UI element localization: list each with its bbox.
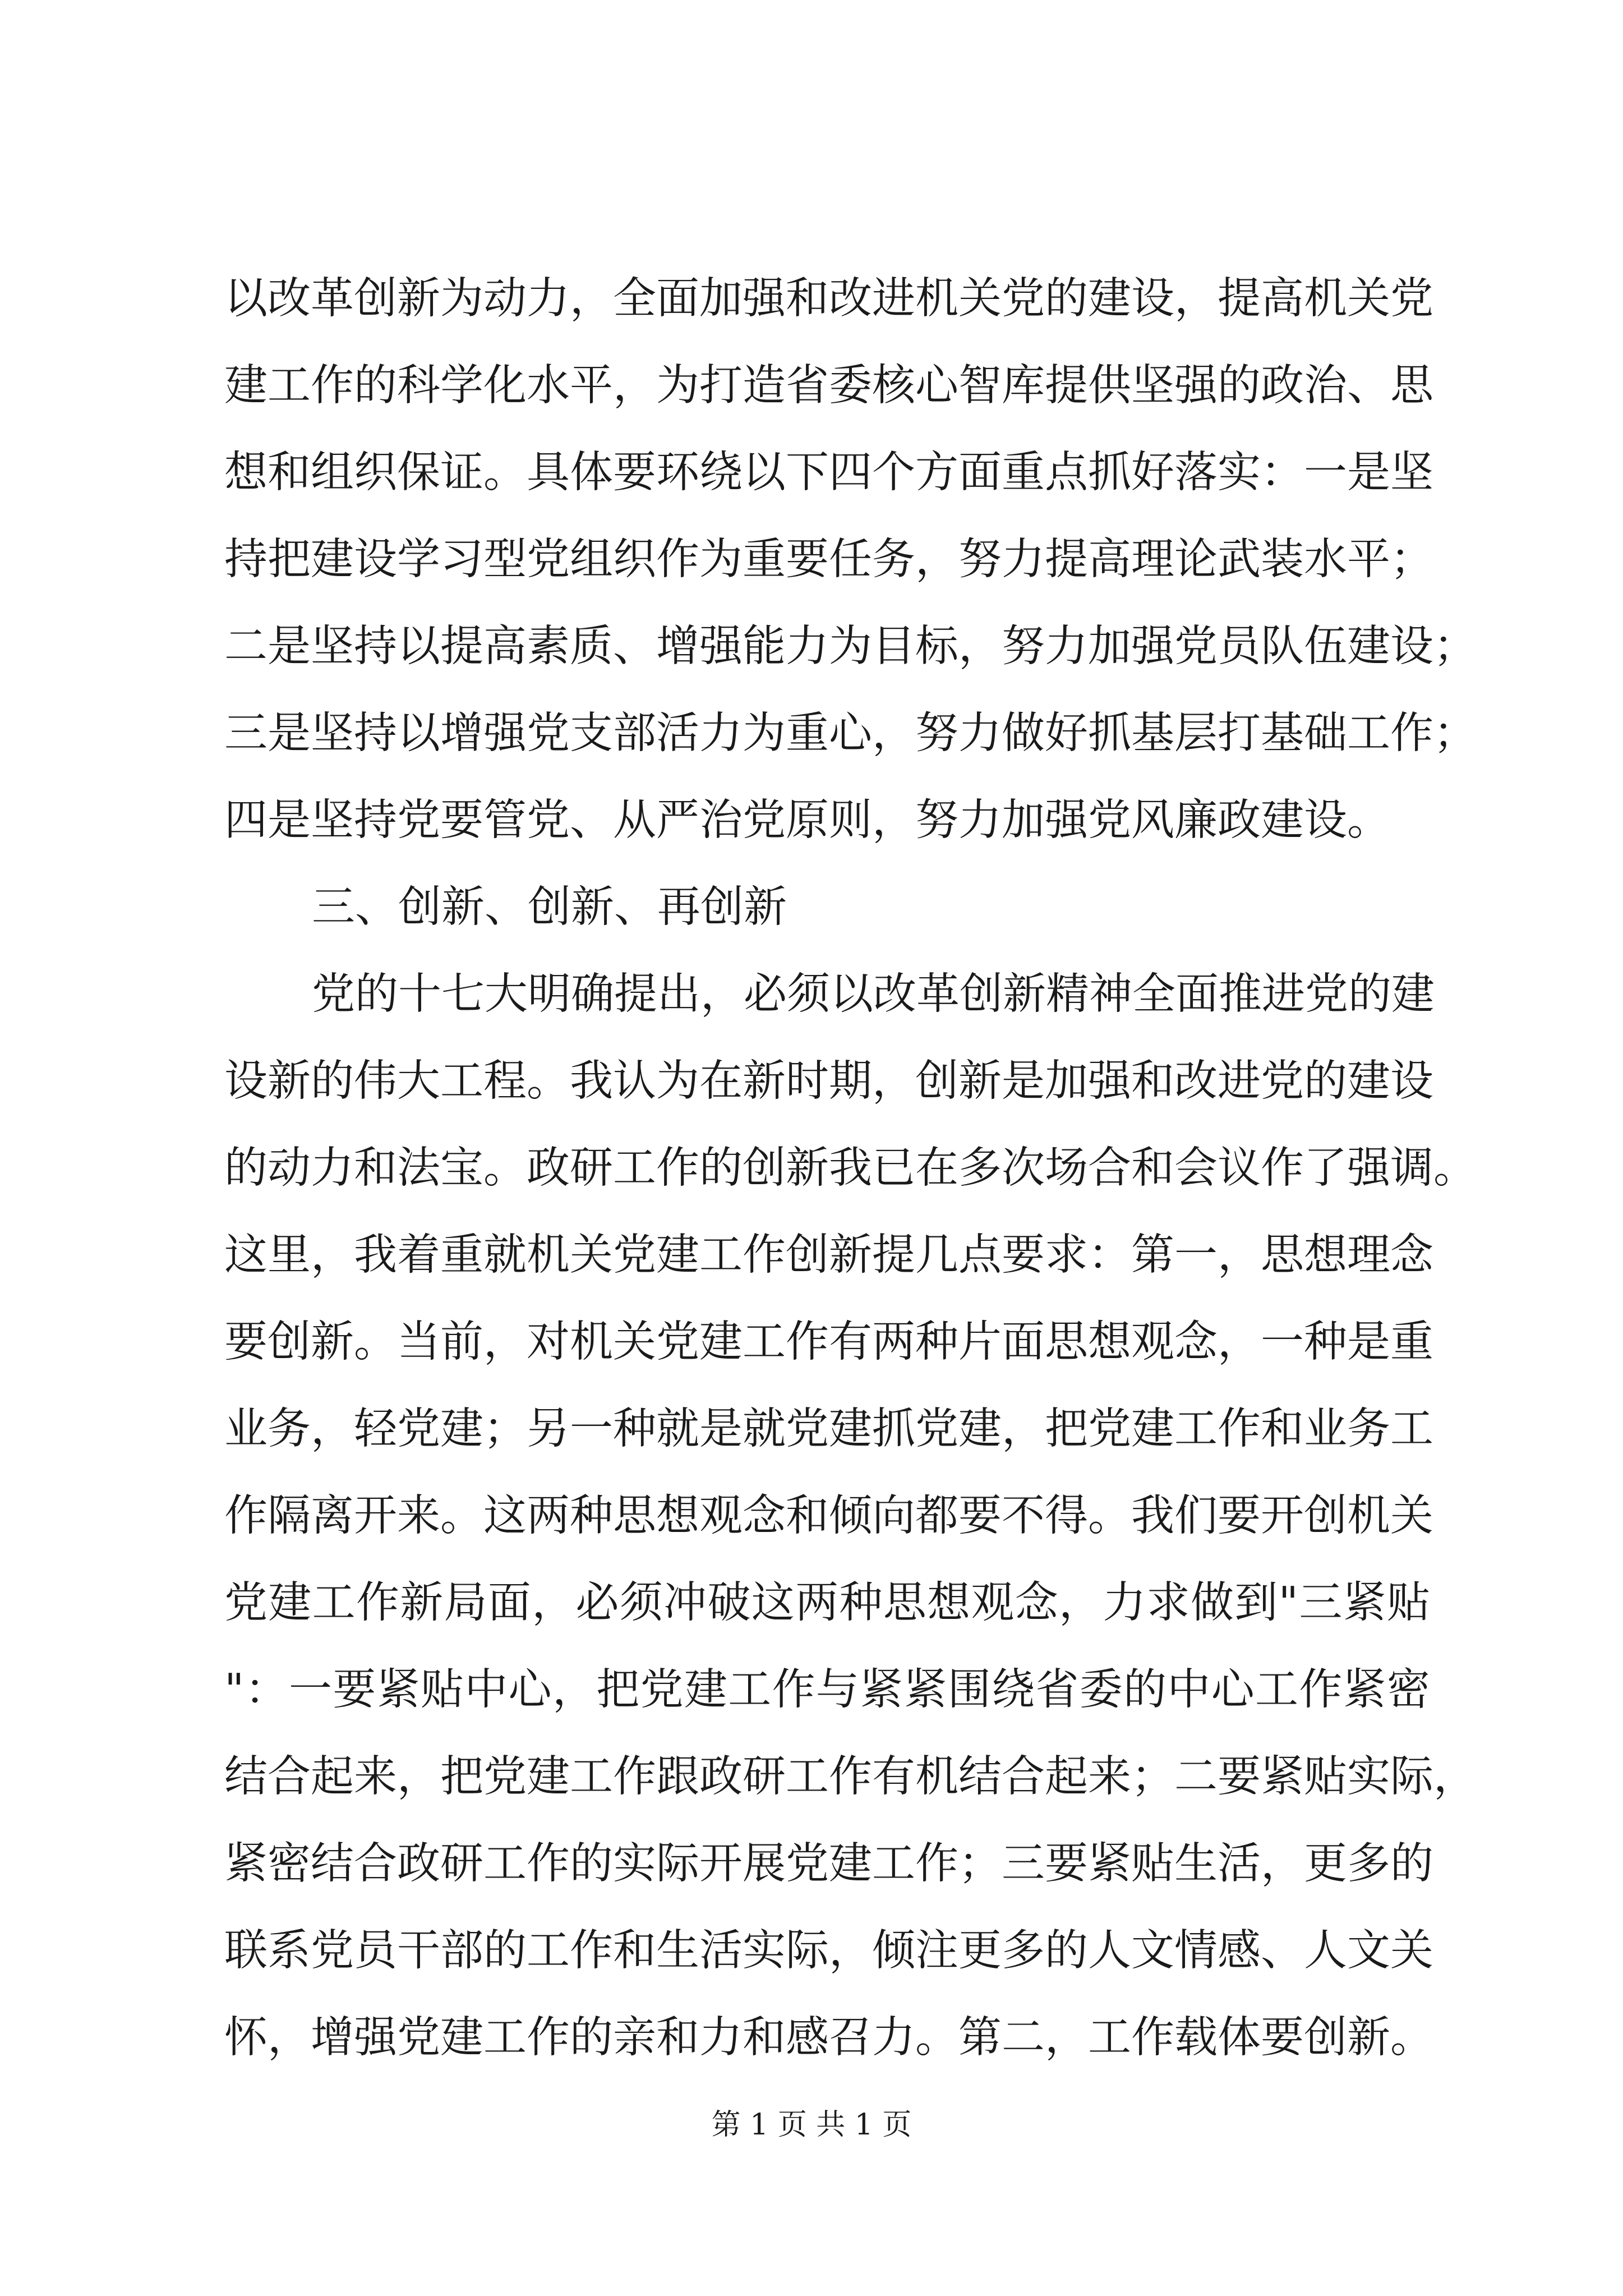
text-line: 党建工作新局面，必须冲破这两种思想观念，力求做到"三紧贴 (224, 1578, 1430, 1628)
text-line: 结合起来，把党建工作跟政研工作有机结合起来；二要紧贴实际， (224, 1752, 1477, 1802)
text-line: 紧密结合政研工作的实际开展党建工作；三要紧贴生活，更多的 (224, 1839, 1433, 1889)
section-heading: 三、创新、创新、再创新 (312, 882, 787, 932)
text-line: 想和组织保证。具体要环绕以下四个方面重点抓好落实：一是坚 (224, 448, 1433, 498)
text-line: 三是坚持以增强党支部活力为重心，努力做好抓基层打基础工作； (224, 708, 1477, 758)
text-line: 要创新。当前，对机关党建工作有两种片面思想观念，一种是重 (224, 1317, 1433, 1367)
text-line: 怀，增强党建工作的亲和力和感召力。第二，工作载体要创新。 (224, 2013, 1433, 2063)
text-line: 四是坚持党要管党、从严治党原则，努力加强党风廉政建设。 (224, 795, 1390, 845)
text-line: 党的十七大明确提出，必须以改革创新精神全面推进党的建 (312, 969, 1435, 1019)
text-line: 持把建设学习型党组织作为重要任务，努力提高理论武装水平； (224, 535, 1433, 585)
text-line: 建工作的科学化水平，为打造省委核心智库提供坚强的政治、思 (224, 361, 1433, 411)
text-line: 设新的伟大工程。我认为在新时期，创新是加强和改进党的建设 (224, 1056, 1433, 1106)
text-line: 的动力和法宝。政研工作的创新我已在多次场合和会议作了强调。 (224, 1143, 1477, 1193)
text-line: 业务，轻党建；另一种就是就党建抓党建，把党建工作和业务工 (224, 1404, 1433, 1454)
text-line: 联系党员干部的工作和生活实际，倾注更多的人文情感、人文关 (224, 1926, 1433, 1976)
text-line: 作隔离开来。这两种思想观念和倾向都要不得。我们要开创机关 (224, 1491, 1433, 1541)
text-line: 以改革创新为动力，全面加强和改进机关党的建设，提高机关党 (224, 274, 1433, 324)
text-line: "：一要紧贴中心，把党建工作与紧紧围绕省委的中心工作紧密 (224, 1665, 1430, 1715)
text-line: 二是坚持以提高素质、增强能力为目标，努力加强党员队伍建设； (224, 622, 1477, 671)
document-body (224, 255, 1477, 2081)
text-line: 这里，我着重就机关党建工作创新提几点要求：第一，思想理念 (224, 1230, 1433, 1280)
page-number-footer: 第 1 页 共 1 页 (711, 2108, 912, 2142)
